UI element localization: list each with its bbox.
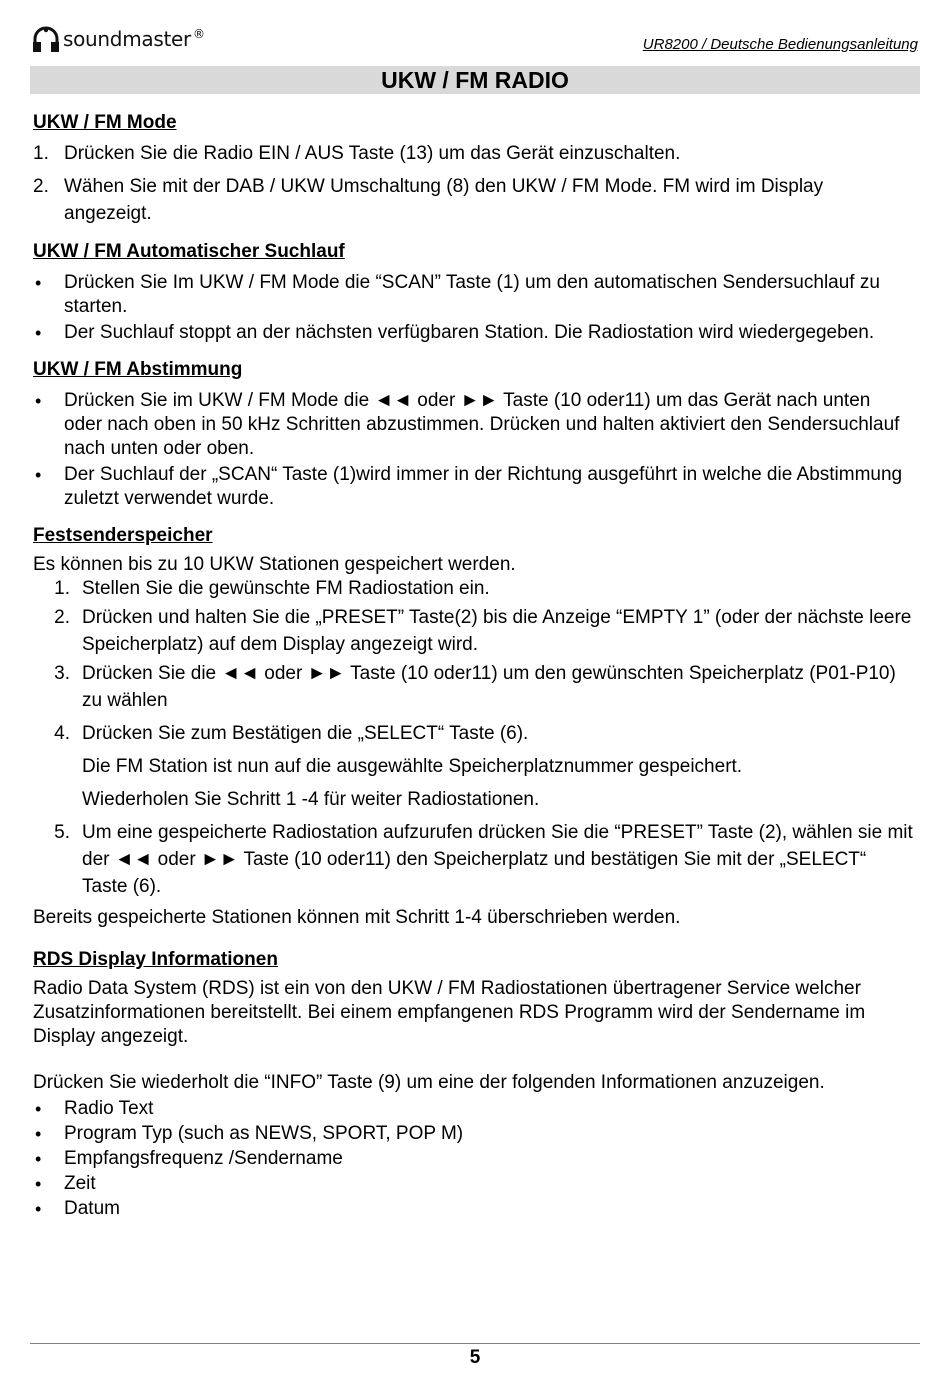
- section-title-tuning: UKW / FM Abstimmung: [33, 359, 243, 380]
- list-item-text: Um eine gespeicherte Radiostation aufzurufen drücken Sie die “PRESET” Taste (2), wählen sie mit der ◄◄ oder ►► Taste (10 oder11) den Speicherplatz und bestätigen Sie mit der „SELECT“ Taste (6).: [82, 822, 913, 897]
- list-item-text: Empfangsfrequenz /Sendername: [64, 1148, 343, 1169]
- list-item-text: Program Typ (such as NEWS, SPORT, POP M): [64, 1123, 464, 1144]
- list-item-text: Stellen Sie die gewünschte FM Radiostation ein.: [82, 578, 490, 599]
- list-number: 3.: [54, 663, 70, 684]
- brand-logo: [32, 24, 205, 54]
- page-title: UKW / FM RADIO: [381, 67, 569, 93]
- brand-name: soundmaster ®: [63, 27, 205, 51]
- title-bar: [30, 66, 920, 94]
- page-number: 5: [469, 1347, 481, 1368]
- bullet: •: [35, 323, 42, 343]
- bullet: •: [35, 273, 42, 293]
- footer-divider: [30, 1343, 920, 1344]
- list-item-text: Drücken Sie zum Bestätigen die „SELECT“ Taste (6).: [82, 723, 529, 744]
- list-number: 5.: [54, 822, 70, 843]
- list-item-text: Drücken Sie im UKW / FM Mode die ◄◄ oder ►► Taste (10 oder11) um das Gerät nach unten oder nach oben in 50 kHz Schritten abzustimmen. Drücken und halten aktiviert den Sendersuchlauf nach unten oder oben.: [64, 390, 900, 459]
- presets-outro: Bereits gespeicherte Stationen können mit Schritt 1-4 überschrieben werden.: [33, 907, 681, 928]
- bullet: •: [35, 1124, 42, 1144]
- list-item-text: Radio Text: [64, 1098, 154, 1119]
- list-item: [33, 271, 913, 319]
- section-title-fm-mode: UKW / FM Mode: [33, 112, 177, 133]
- registered-mark: ®: [192, 27, 205, 41]
- preset-repeat-note: Wiederholen Sie Schritt 1 -4 für weiter Radiostationen.: [82, 789, 540, 810]
- list-item: [33, 819, 913, 900]
- section-title-presets: Festsenderspeicher: [33, 525, 213, 546]
- list-item-text: Zeit: [64, 1173, 96, 1194]
- preset-saved-note: Die FM Station ist nun auf die ausgewählte Speicherplatznummer gespeichert.: [82, 756, 743, 777]
- section-title-rds: RDS Display Informationen: [33, 949, 278, 970]
- document-reference: UR8200 / Deutsche Bedienungsanleitung: [642, 36, 918, 53]
- rds-intro: Radio Data System (RDS) ist ein von den UKW / FM Radiostationen übertragener Service welcher Zusatzinformationen bereitstellt. Bei einem empfangenen RDS Programm wird der Sendername im Display angezeigt.: [33, 978, 866, 1047]
- list-number: 1.: [54, 578, 70, 599]
- list-item: [33, 173, 913, 227]
- list-number: 2.: [33, 176, 49, 197]
- list-item-text: Drücken Sie Im UKW / FM Mode die “SCAN” Taste (1) um den automatischen Sendersuchlauf zu starten.: [64, 272, 880, 317]
- list-number: 4.: [54, 723, 70, 744]
- list-item: [33, 1172, 913, 1196]
- bullet: •: [35, 1149, 42, 1169]
- list-number: 1.: [33, 143, 49, 164]
- list-item: [33, 604, 913, 658]
- bullet: •: [35, 1174, 42, 1194]
- list-item: [33, 1147, 913, 1171]
- list-number: 2.: [54, 607, 70, 628]
- list-item: [33, 140, 913, 167]
- list-item-text: Wähen Sie mit der DAB / UKW Umschaltung (8) den UKW / FM Mode. FM wird im Display angezeigt.: [64, 176, 824, 224]
- list-item-text: Der Suchlauf der „SCAN“ Taste (1)wird immer in der Richtung ausgeführt in welche die Abstimmung zuletzt verwendet wurde.: [64, 464, 903, 509]
- list-item-text: Der Suchlauf stoppt an der nächsten verfügbaren Station. Die Radiostation wird wiedergegeben.: [64, 322, 875, 343]
- list-item-text: Drücken Sie die ◄◄ oder ►► Taste (10 oder11) um den gewünschten Speicherplatz (P01-P10) zu wählen: [82, 663, 896, 711]
- bullet: •: [35, 465, 42, 485]
- list-item-text: Drücken und halten Sie die „PRESET” Taste(2) bis die Anzeige “EMPTY 1” (oder der nächste leere Speicherplatz) auf dem Display angezeigt wird.: [82, 607, 912, 655]
- presets-intro: Es können bis zu 10 UKW Stationen gespeichert werden.: [33, 554, 516, 575]
- list-item: [33, 321, 913, 345]
- page-content: [33, 110, 913, 1221]
- list-item-text: Drücken Sie die Radio EIN / AUS Taste (13) um das Gerät einzuschalten.: [64, 143, 681, 164]
- rds-instruction: Drücken Sie wiederholt die “INFO” Taste (9) um eine der folgenden Informationen anzuzeigen.: [33, 1072, 825, 1093]
- list-item: [33, 389, 913, 461]
- list-item: [33, 577, 913, 601]
- section-title-auto-scan: UKW / FM Automatischer Suchlauf: [33, 241, 345, 262]
- list-item: [33, 1197, 913, 1221]
- bullet: •: [35, 1099, 42, 1119]
- bullet: •: [35, 391, 42, 411]
- list-item: [33, 1097, 913, 1121]
- speaker-logo-icon: [32, 25, 60, 53]
- list-item: [33, 660, 913, 714]
- list-item: [33, 463, 913, 511]
- list-item: [33, 1122, 913, 1146]
- list-item-text: Datum: [64, 1198, 120, 1219]
- bullet: •: [35, 1199, 42, 1219]
- list-item: [33, 720, 913, 747]
